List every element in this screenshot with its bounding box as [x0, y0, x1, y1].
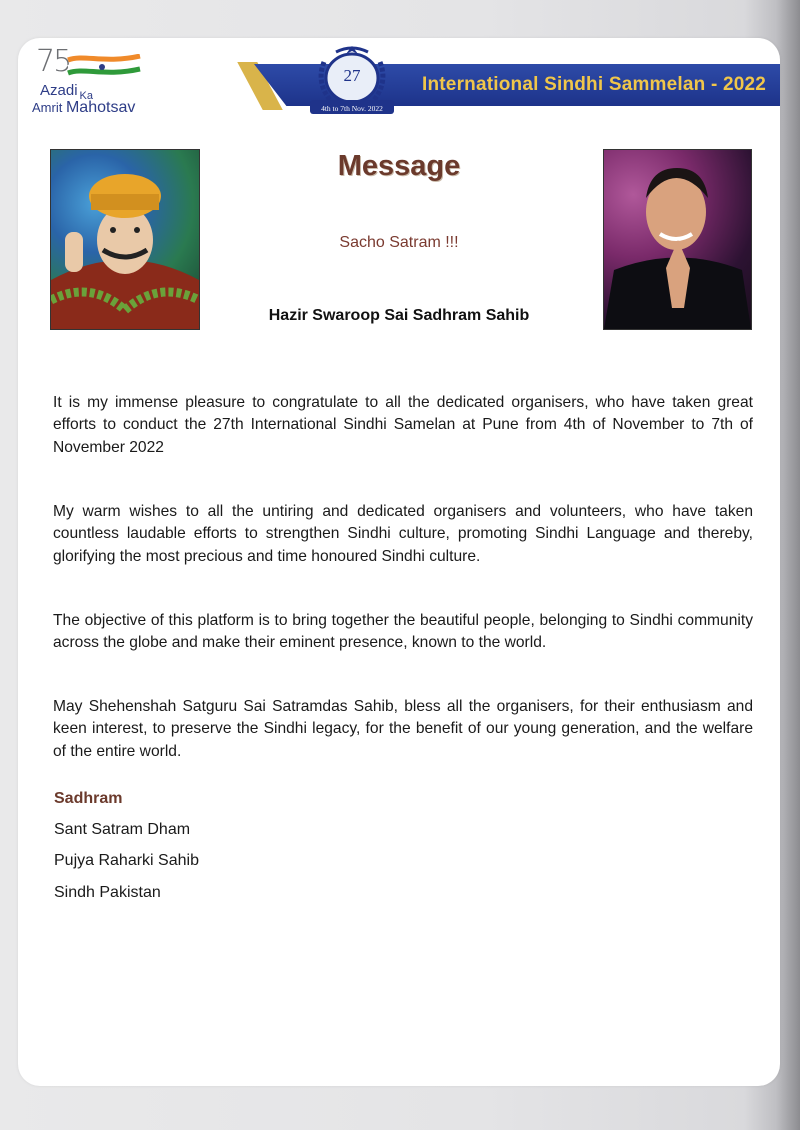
message-paragraph: The objective of this platform is to bring together the beautiful people, belonging to Sindhi community across the globe and make their eminent presence, known to the world.	[53, 611, 753, 652]
emblem-dates: 4th to 7th Nov. 2022	[321, 104, 383, 113]
tricolor-flag-icon	[64, 54, 144, 78]
logo-number: 75	[36, 44, 71, 79]
logo-line-2: Amrit Mahotsav	[32, 99, 136, 116]
signature-line: Sant Satram Dham	[54, 821, 191, 838]
logo-line-1: Azadi $_{Ka}$	[40, 82, 93, 102]
message-title: Message	[337, 150, 461, 182]
message-page	[18, 38, 780, 1086]
greeting-text: Sacho Satram !!!	[339, 234, 459, 251]
emblem-number: 27	[343, 66, 361, 85]
sammelan-emblem	[306, 42, 398, 124]
banner-title: International Sindhi Sammelan - 2022	[422, 74, 767, 95]
azadi-ka-amrit-mahotsav-logo	[32, 44, 182, 124]
author-name: Hazir Swaroop Sai Sadhram Sahib	[268, 307, 530, 324]
message-paragraph: It is my immense pleasure to congratulate to all the dedicated organisers, who have taken great efforts to conduct the 27th International Sindhi Samelan at Pune from 4th of November to 7th of November 2022	[53, 393, 753, 456]
message-paragraph: My warm wishes to all the untiring and dedicated organisers and volunteers, who have taken countless laudable efforts to strengthen Sindhi culture, promoting Sindhi Language and thereby, glorifying the most precious and time honoured Sindhi culture.	[53, 502, 753, 565]
signature-name: Sadhram	[54, 790, 123, 807]
message-paragraph: May Shehenshah Satguru Sai Satramdas Sahib, bless all the organisers, for their enthusiasm and keen interest, to preserve the Sindhi legacy, for the benefit of our young generation, and the welfare of the entire world.	[53, 697, 753, 760]
signature-line: Sindh Pakistan	[54, 884, 161, 901]
signature-line: Pujya Raharki Sahib	[54, 852, 199, 869]
